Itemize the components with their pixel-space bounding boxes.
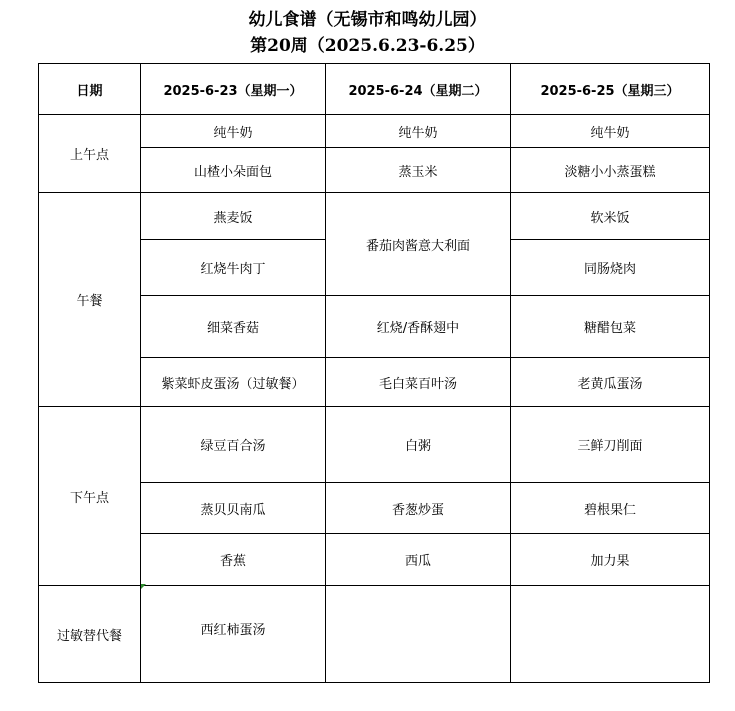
menu-cell: 细菜香菇 [141, 296, 326, 358]
menu-cell: 纯牛奶 [326, 115, 511, 148]
menu-cell: 红烧/香酥翅中 [326, 296, 511, 358]
menu-cell: 香葱炒蛋 [326, 483, 511, 534]
menu-cell: 加力果 [511, 534, 710, 586]
menu-cell: 红烧牛肉丁 [141, 240, 326, 296]
menu-cell: 老黄瓜蛋汤 [511, 358, 710, 407]
morning-snack-label: 上午点 [39, 115, 141, 193]
menu-cell: 燕麦饭 [141, 193, 326, 240]
date-header: 日期 [39, 64, 141, 115]
menu-cell: 纯牛奶 [511, 115, 710, 148]
menu-cell: 紫菜虾皮蛋汤（过敏餐） [141, 358, 326, 407]
table-row [39, 407, 710, 483]
menu-cell: 纯牛奶 [141, 115, 326, 148]
table-row [39, 586, 710, 683]
menu-cell: 淡糖小小蒸蛋糕 [511, 148, 710, 193]
afternoon-snack-label: 下午点 [39, 407, 141, 586]
menu-cell: 香蕉 [141, 534, 326, 586]
menu-cell: 绿豆百合汤 [141, 407, 326, 483]
menu-cell: 同肠烧肉 [511, 240, 710, 296]
cell-comment-marker [141, 584, 146, 589]
menu-table [38, 63, 710, 683]
day-header-mon: 2025-6-23（星期一） [141, 64, 326, 115]
menu-cell: 西瓜 [326, 534, 511, 586]
table-row [39, 115, 710, 148]
menu-cell: 软米饭 [511, 193, 710, 240]
menu-cell [511, 586, 710, 683]
header-row [39, 64, 710, 115]
table-row [39, 193, 710, 240]
menu-cell: 蒸贝贝南瓜 [141, 483, 326, 534]
week-subtitle: 第20周（2025.6.23-6.25） [250, 36, 485, 56]
menu-cell: 碧根果仁 [511, 483, 710, 534]
day-header-wed: 2025-6-25（星期三） [511, 64, 710, 115]
menu-cell: 番茄肉酱意大利面 [326, 193, 511, 296]
menu-cell: 毛白菜百叶汤 [326, 358, 511, 407]
day-header-tue: 2025-6-24（星期二） [326, 64, 511, 115]
menu-cell: 蒸玉米 [326, 148, 511, 193]
page-title: 幼儿食谱（无锡市和鸣幼儿园） [248, 10, 487, 30]
menu-cell: 西红柿蛋汤 [141, 586, 326, 683]
menu-cell: 三鲜刀削面 [511, 407, 710, 483]
allergy-label: 过敏替代餐 [39, 586, 141, 683]
menu-cell [326, 586, 511, 683]
menu-cell: 糖醋包菜 [511, 296, 710, 358]
menu-cell: 白粥 [326, 407, 511, 483]
lunch-label: 午餐 [39, 193, 141, 407]
menu-cell: 山楂小朵面包 [141, 148, 326, 193]
